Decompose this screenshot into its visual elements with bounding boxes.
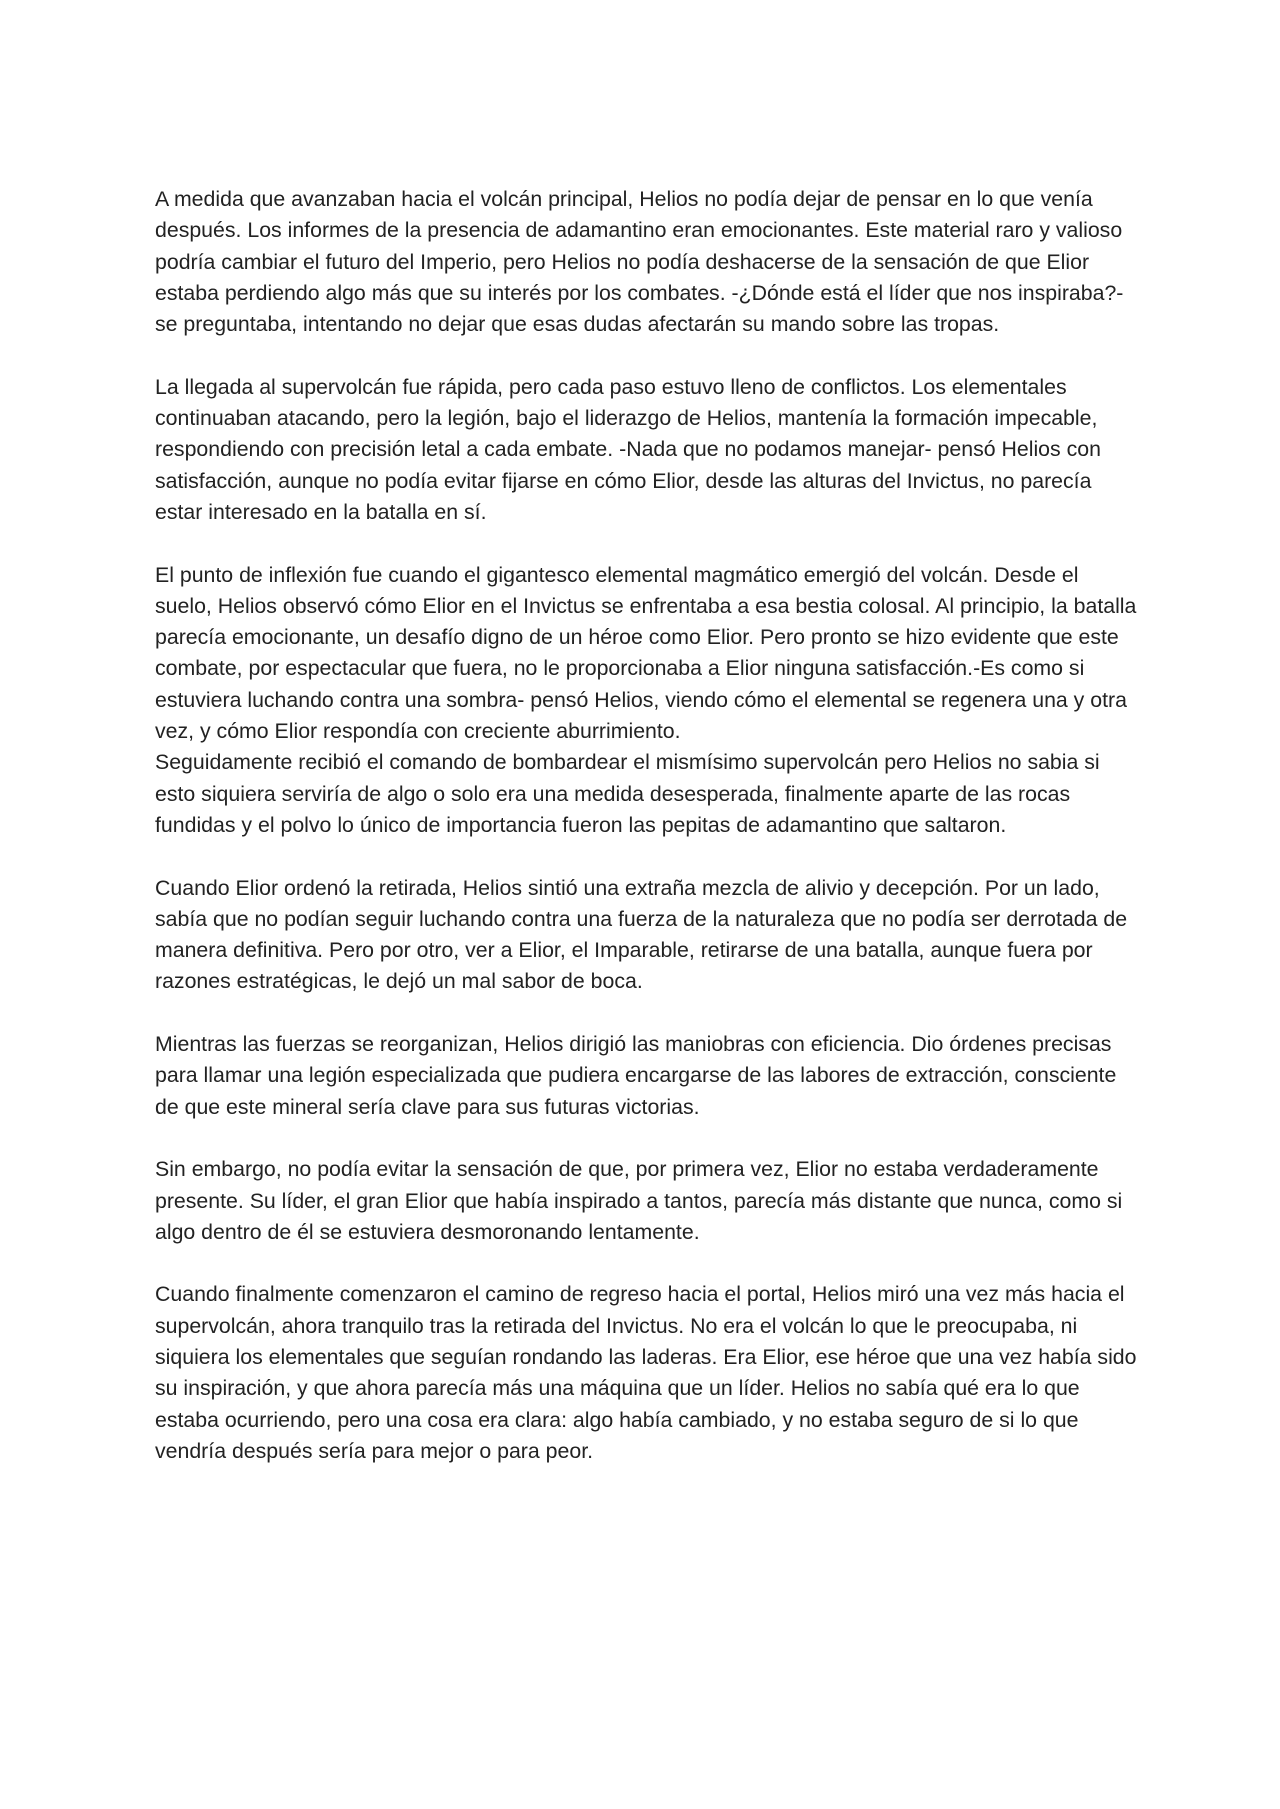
paragraph-1: A medida que avanzaban hacia el volcán principal, Helios no podía dejar de pensar en lo que venía después. Los informes de la presencia de adamantino eran emocionantes. Este material raro y valioso podría cambiar el futuro del Imperio, pero Helios no podía deshacerse de la sensación de que Elior estaba perdiendo algo más que su interés por los combates. -¿Dónde está el líder que nos inspiraba?- se preguntaba, intentando no dejar que esas dudas afectarán su mando sobre las tropas. [155,187,1124,337]
paragraph-8: Cuando finalmente comenzaron el camino de regreso hacia el portal, Helios miró una vez más hacia el supervolcán, ahora tranquilo tras la retirada del Invictus. No era el volcán lo que le preocupaba, ni siquiera los elementales que seguían rondando las laderas. Era Elior, ese héroe que una vez había sido su inspiración, y que ahora parecía más una máquina que un líder. Helios no sabía qué era lo que estaba ocurriendo, pero una cosa era clara: algo había cambiado, y no estaba seguro de si lo que vendría después sería para mejor o para peor. [155,1282,1137,1463]
paragraph-gap [155,1248,1140,1279]
paragraph-4: Seguidamente recibió el comando de bombardear el mismísimo supervolcán pero Helios no sabia si esto siquiera serviría de algo o solo era una medida desesperada, finalmente aparte de las rocas fundidas y el polvo lo único de importancia fueron las pepitas de adamantino que saltaron. [155,750,1100,837]
paragraph-gap [155,528,1140,559]
document-body [155,184,1140,1467]
paragraph-3: El punto de inflexión fue cuando el gigantesco elemental magmático emergió del volcán. Desde el suelo, Helios observó cómo Elior en el Invictus se enfrentaba a esa bestia colosal. Al principio, la batalla parecía emocionante, un desafío digno de un héroe como Elior. Pero pronto se hizo evidente que este combate, por espectacular que fuera, no le proporcionaba a Elior ninguna satisfacción.-Es como si estuviera luchando contra una sombra- pensó Helios, viendo cómo el elemental se regenera una y otra vez, y cómo Elior respondía con creciente aburrimiento. [155,562,1137,744]
paragraph-gap [155,841,1140,872]
paragraph-2: La llegada al supervolcán fue rápida, pero cada paso estuvo lleno de conflictos. Los elementales continuaban atacando, pero la legión, bajo el liderazgo de Helios, mantenía la formación impecable, respondiendo con precisión letal a cada embate. -Nada que no podamos manejar- pensó Helios con satisfacción, aunque no podía evitar fijarse en cómo Elior, desde las alturas del Invictus, no parecía estar interesado en la batalla en sí. [155,374,1101,524]
paragraph-gap [155,998,1140,1029]
paragraph-gap [155,1123,1140,1154]
paragraph-6: Mientras las fuerzas se reorganizan, Helios dirigió las maniobras con eficiencia. Dio órdenes precisas para llamar una legión especializada que pudiera encargarse de las labores de extracción, consciente de que este mineral sería clave para sus futuras victorias. [155,1032,1117,1119]
paragraph-7: Sin embargo, no podía evitar la sensación de que, por primera vez, Elior no estaba verdaderamente presente. Su líder, el gran Elior que había inspirado a tantos, parecía más distante que nunca, como si algo dentro de él se estuviera desmoronando lentamente. [155,1157,1123,1244]
paragraph-5: Cuando Elior ordenó la retirada, Helios sintió una extraña mezcla de alivio y decepción. Por un lado, sabía que no podían seguir luchando contra una fuerza de la naturaleza que no podía ser derrotada de manera definitiva. Pero por otro, ver a Elior, el Imparable, retirarse de una batalla, aunque fuera por razones estratégicas, le dejó un mal sabor de boca. [155,875,1128,994]
paragraph-gap [155,340,1140,371]
